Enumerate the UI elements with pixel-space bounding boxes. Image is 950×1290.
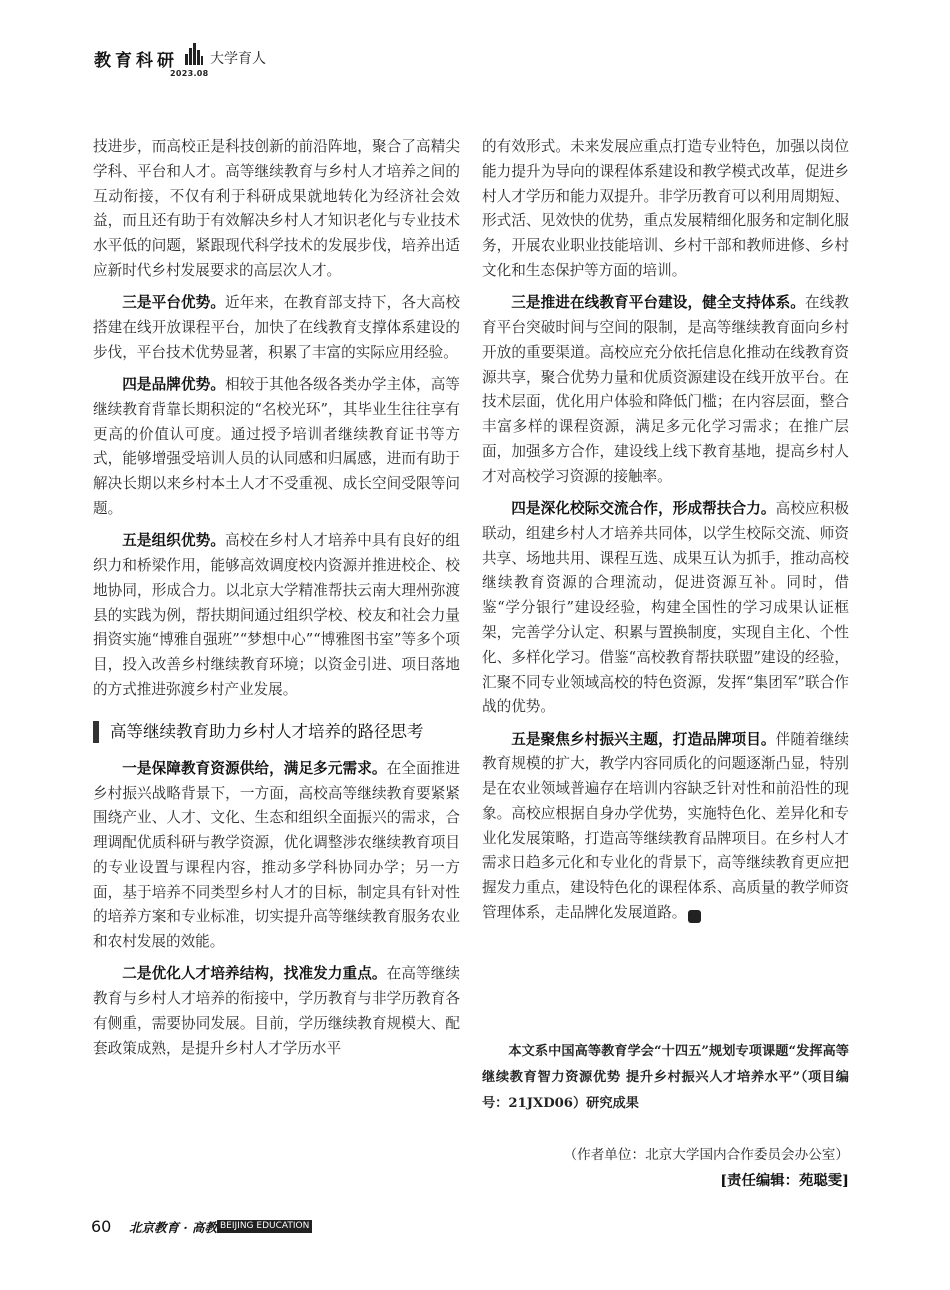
paragraph-body: 在线教育平台突破时间与空间的限制，是高等继续教育面向乡村开放的重要渠道。高校应充分依托信息化推动在线教育资源共享，聚合优势力量和优质资源建设在线开放平台。在技术层面，优化用户体验和降低门槛；在内容层面，整合丰富多样的课程资源，满足多元化学习需求；在推广层面，加强多方合作，建设线上线下教育基地，提高乡村人才对高校学习资源的接触率。 xyxy=(482,294,849,485)
paragraph-body: 伴随着继续教育规模的扩大，教学内容同质化的问题逐渐凸显，特别是在农业领域普遍存在培训内容缺乏针对性和前沿性的现象。高校应根据自身办学优势，实施特色化、差异化和专业化发展策略，打造高等继续教育品牌项目。在乡村人才需求日趋多元化和专业化的背景下，高等继续教育更应把握发力重点，建设特色化的课程体系、高质量的教学师资管理体系，走品牌化发展道路。 xyxy=(482,730,849,922)
end-of-article-icon: 囧 xyxy=(688,910,701,923)
heading-bar xyxy=(93,721,99,743)
paragraph-lead: 三是平台优势。 xyxy=(122,294,226,312)
paragraph xyxy=(93,757,460,955)
paragraph: 的有效形式。未来发展应重点打造专业特色，加强以岗位能力提升为导向的课程体系建设和教学模式改革，促进乡村人才学历和能力双提升。非学历教育可以利用周期短、形式活、见效快的优势，重点发展精细化服务和定制化服务，开展农业职业技能培训、乡村干部和教师进修、乡村文化和生态保护等方面的培训。 xyxy=(482,138,849,279)
author-unit: （作者单位：北京大学国内合作委员会办公室） xyxy=(563,1147,849,1163)
building-logo-icon xyxy=(183,42,205,66)
paragraph-lead: 五是聚焦乡村振兴主题，打造品牌项目。 xyxy=(511,730,776,748)
paragraph-body: 在全面推进乡村振兴战略背景下，一方面，高校高等继续教育要紧紧围绕产业、人才、文化、生态和组织全面振兴的需求，合理调配优质科研与教学资源，优化调整涉农继续教育项目的专业设置与课程内容，推动多学科协同办学；另一方面，基于培养不同类型乡村人才的目标，制定具有针对性的培养方案和专业标准，切实提升高等继续教育服务农业和农村发展的效能。 xyxy=(93,759,460,951)
journal-name: 北京教育 · 高教 xyxy=(129,1220,218,1235)
section-heading-text: 高等继续教育助力乡村人才培养的路径思考 xyxy=(110,721,424,741)
paragraph-body: 相较于其他各级各类办学主体，高等继续教育背靠长期积淀的“名校光环”，其毕业生往往享有更高的价值认可度。通过授予培训者继续教育证书等方式，能够增强受培训人员的认同感和归属感，进而有助于解决长期以来乡村本土人才不受重视、成长空间受限等问题。 xyxy=(93,375,460,517)
left-column xyxy=(93,135,460,1062)
paragraph xyxy=(482,728,849,926)
paragraph xyxy=(482,497,849,720)
responsible-editor: [责任编辑：苑聪雯] xyxy=(720,1172,849,1189)
magazine-title: 教育科研 xyxy=(94,51,178,71)
funding-note: 本文系中国高等教育学会“十四五”规划专项课题“发挥高等继续教育智力资源优势 提升乡村振兴人才培养水平”（项目编号：21JXD06）研究成果 xyxy=(482,1044,849,1111)
paragraph-body: 近年来，在教育部支持下，各大高校搭建在线开放课程平台，加快了在线教育支撑体系建设的步伐，平台技术优势显著，积累了丰富的实际应用经验。 xyxy=(93,294,460,361)
paragraph xyxy=(93,373,460,522)
paragraph xyxy=(93,962,460,1061)
paragraph: 技进步，而高校正是科技创新的前沿阵地，聚合了高精尖学科、平台和人才。高等继续教育与乡村人才培养之间的互动衔接，不仅有利于科研成果就地转化为经济社会效益，而且还有助于有效解决乡村人才知识老化与专业技术水平低的问题，紧跟现代科学技术的发展步伐，培养出适应新时代乡村发展要求的高层次人才。 xyxy=(93,138,460,279)
paragraph-body: 高校在乡村人才培养中具有良好的组织力和桥梁作用，能够高效调度校内资源并推进校企、校地协同，形成合力。以北京大学精准帮扶云南大理州弥渡县的实践为例，帮扶期间通过组织学校、校友和社会力量捐资实施“博雅自强班”“梦想中心”“博雅图书室”等多个项目，投入改善乡村继续教育环境；以资金引进、项目落地的方式推进弥渡乡村产业发展。 xyxy=(93,532,460,698)
section-heading xyxy=(93,719,460,745)
paragraph-lead: 一是保障教育资源供给，满足多元需求。 xyxy=(122,759,387,777)
paragraph-lead: 四是深化校际交流合作，形成帮扶合力。 xyxy=(511,499,776,517)
paragraph xyxy=(93,291,460,365)
paragraph-lead: 五是组织优势。 xyxy=(122,532,226,550)
paragraph-lead: 三是推进在线教育平台建设，健全支持体系。 xyxy=(511,294,805,312)
paragraph-body: 在高等继续教育与乡村人才培养的衔接中，学历教育与非学历教育各有侧重，需要协同发展。目前，学历继续教育规模大、配套政策成熟，是提升乡村人才学历水平 xyxy=(93,965,460,1057)
paragraph xyxy=(93,529,460,703)
right-column xyxy=(482,135,849,926)
paragraph-lead: 四是品牌优势。 xyxy=(122,375,226,393)
issue-date: 2023.08 xyxy=(170,69,209,78)
journal-english-name: BEIJING EDUCATION xyxy=(217,1220,312,1233)
paragraph-lead: 二是优化人才培养结构，找准发力重点。 xyxy=(122,965,387,983)
page-number: 60 xyxy=(91,1217,112,1236)
paragraph-body: 高校应积极联动，组建乡村人才培养共同体，以学生校际交流、师资共享、场地共用、课程互选、成果互认为抓手，推动高校继续教育资源的合理流动，促进资源互补。同时，借鉴“学分银行”建设经验，构建全国性的学习成果认证框架，完善学分认定、积累与置换制度，实现自主化、个性化、多样化学习。借鉴“高校教育帮扶联盟”建设的经验，汇聚不同专业领域高校的特色资源，发挥“集团军”联合作战的优势。 xyxy=(482,499,849,716)
paragraph xyxy=(482,291,849,489)
section-label: 大学育人 xyxy=(210,51,266,67)
